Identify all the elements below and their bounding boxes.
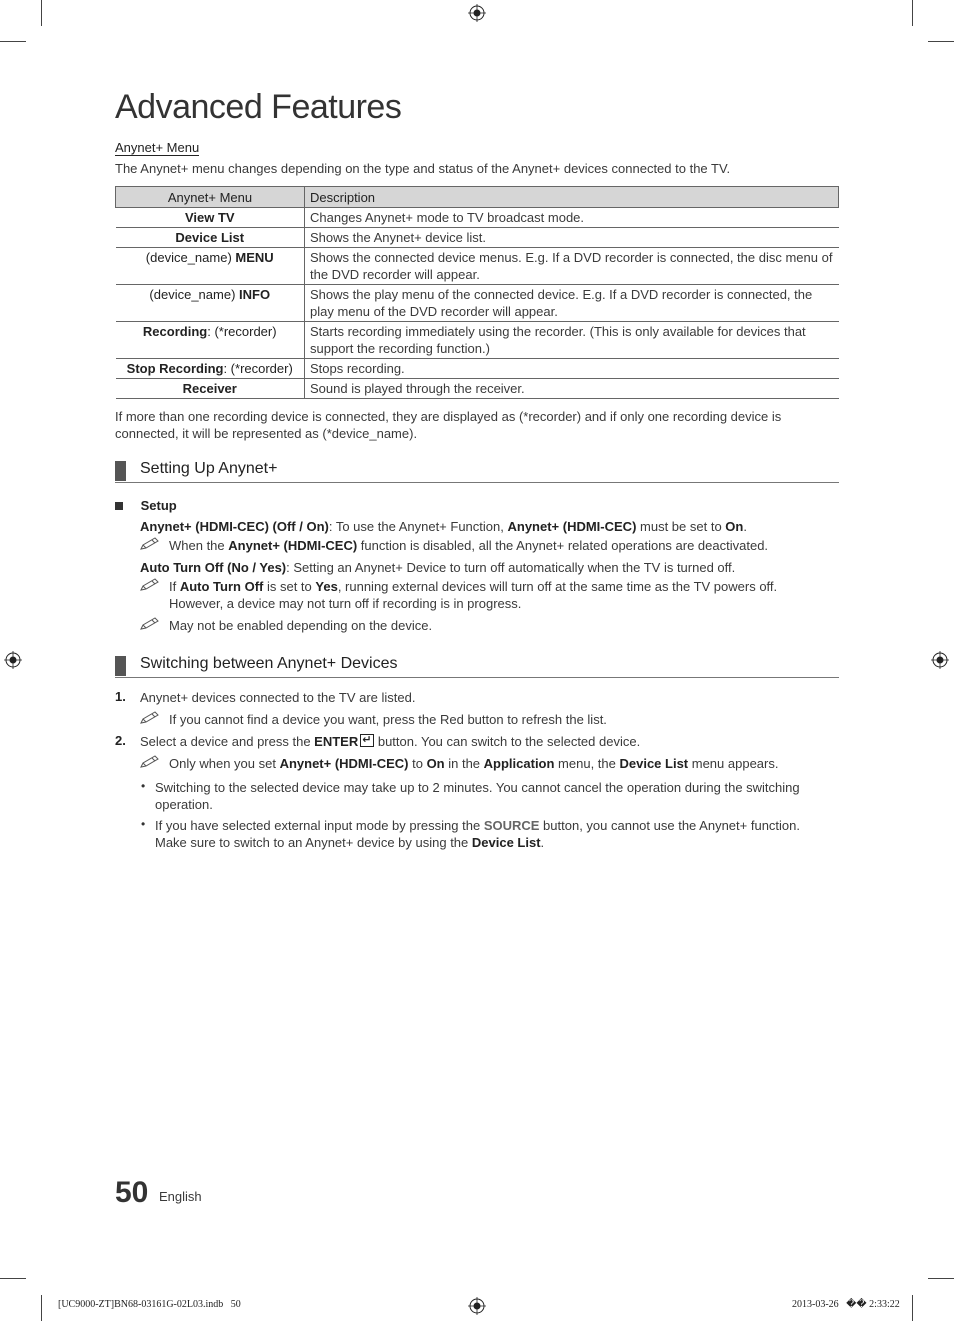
table-cell-menu: View TV <box>116 208 305 228</box>
table-row <box>116 359 839 379</box>
print-file-info: [UC9000-ZT]BN68-03161G-02L03.indb 50 <box>58 1299 241 1310</box>
setup-label-row <box>115 497 177 514</box>
page-title: Advanced Features <box>115 88 402 126</box>
auto-turn-off-option: Auto Turn Off (No / Yes): Setting an Anynet+ Device to turn off automatically when the TV is turned off. <box>140 560 736 575</box>
crop-mark <box>912 1295 913 1321</box>
note-pencil-icon <box>140 537 160 551</box>
anynet-menu-table <box>115 186 839 399</box>
section-bar <box>115 656 126 676</box>
crop-mark <box>0 1278 26 1279</box>
section-bar <box>115 461 126 481</box>
enter-key-icon <box>360 734 374 747</box>
step-2-text: Select a device and press the ENTER↵ button. You can switch to the selected device. <box>140 733 840 750</box>
table-row <box>116 228 839 248</box>
step-1-note: If you cannot find a device you want, press the Red button to refresh the list. <box>169 712 607 727</box>
step-number: 2. <box>115 733 126 748</box>
table-cell-menu: Stop Recording: (*recorder) <box>116 359 305 379</box>
note-auto-turn-off: If Auto Turn Off is set to Yes, running external devices will turn off at the same time as the TV powers off. <box>169 579 778 594</box>
bullet-1-line-2: operation. <box>155 797 213 812</box>
table-row <box>116 285 839 322</box>
crop-mark <box>912 0 913 26</box>
table-cell-description: Changes Anynet+ mode to TV broadcast mode. <box>305 208 839 228</box>
table-row <box>116 208 839 228</box>
registration-mark-icon <box>4 651 22 669</box>
note-hdmi-disabled: When the Anynet+ (HDMI-CEC) function is disabled, all the Anynet+ related operations are deactivated. <box>169 538 769 553</box>
table-cell-menu: Device List <box>116 228 305 248</box>
page-number: 50 <box>115 1176 149 1209</box>
registration-mark-icon <box>931 651 949 669</box>
note-pencil-icon <box>140 755 160 769</box>
table-cell-description: Shows the connected device menus. E.g. If a DVD recorder is connected, the disc menu of the DVD recorder will appear. <box>305 248 839 285</box>
note-pencil-icon <box>140 617 160 631</box>
square-bullet-icon <box>115 502 123 510</box>
step-2-note: Only when you set Anynet+ (HDMI-CEC) to On in the Application menu, the Device List menu appears. <box>169 756 779 771</box>
bullet-2-line-2: Make sure to switch to an Anynet+ device by using the Device List. <box>155 835 545 850</box>
registration-mark-icon <box>468 1297 486 1315</box>
registration-mark-icon <box>468 4 486 22</box>
table-cell-menu: (device_name) MENU <box>116 248 305 285</box>
setup-label: Setup <box>140 498 177 513</box>
page-language: English <box>159 1189 202 1204</box>
subtitle-anynet-menu: Anynet+ Menu <box>115 140 200 155</box>
table-header-description: Description <box>305 187 839 208</box>
note-auto-turn-off-line2: However, a device may not turn off if recording is in progress. <box>169 596 522 611</box>
table-header-menu: Anynet+ Menu <box>116 187 305 208</box>
table-cell-menu: (device_name) INFO <box>116 285 305 322</box>
table-cell-description: Starts recording immediately using the recorder. (This is only available for devices that support the recording function.) <box>305 322 839 359</box>
bullet-2-line-1: If you have selected external input mode by pressing the SOURCE button, you cannot use the Anynet+ function. <box>155 818 800 833</box>
table-row <box>116 248 839 285</box>
hdmi-cec-option: Anynet+ (HDMI-CEC) (Off / On): To use the Anynet+ Function, Anynet+ (HDMI-CEC) must be set to On. <box>140 519 747 534</box>
bullet-icon: • <box>141 779 146 793</box>
table-cell-menu: Receiver <box>116 379 305 399</box>
intro-text: The Anynet+ menu changes depending on the type and status of the Anynet+ devices connected to the TV. <box>115 161 731 176</box>
table-cell-description: Sound is played through the receiver. <box>305 379 839 399</box>
bullet-icon: • <box>141 817 146 831</box>
table-row <box>116 379 839 399</box>
crop-mark <box>41 1295 42 1321</box>
table-cell-description: Shows the play menu of the connected device. E.g. If a DVD recorder is connected, the play menu of the DVD recorder will appear. <box>305 285 839 322</box>
table-header-row <box>116 187 839 208</box>
section-title: Setting Up Anynet+ <box>140 460 278 477</box>
bullet-1-line-1: Switching to the selected device may take up to 2 minutes. You cannot cancel the operation during the switching <box>155 780 800 795</box>
table-cell-description: Stops recording. <box>305 359 839 379</box>
crop-mark <box>928 41 954 42</box>
section-heading-switching <box>115 655 839 678</box>
print-datetime: 2013-03-26 �� 2:33:22 <box>792 1299 900 1310</box>
recording-device-note: If more than one recording device is connected, they are displayed as (*recorder) and if only one recording device is connected, it will be represented as (*device_name). <box>115 409 782 441</box>
crop-mark <box>41 0 42 26</box>
step-number: 1. <box>115 689 126 704</box>
section-title: Switching between Anynet+ Devices <box>140 655 398 672</box>
step-1-text: Anynet+ devices connected to the TV are listed. <box>140 690 416 705</box>
note-may-not-be-enabled: May not be enabled depending on the device. <box>169 618 433 633</box>
table-row <box>116 322 839 359</box>
table-cell-description: Shows the Anynet+ device list. <box>305 228 839 248</box>
table-cell-menu: Recording: (*recorder) <box>116 322 305 359</box>
section-heading-setting-up <box>115 460 839 483</box>
crop-mark <box>0 41 26 42</box>
crop-mark <box>928 1278 954 1279</box>
note-pencil-icon <box>140 711 160 725</box>
note-pencil-icon <box>140 578 160 592</box>
